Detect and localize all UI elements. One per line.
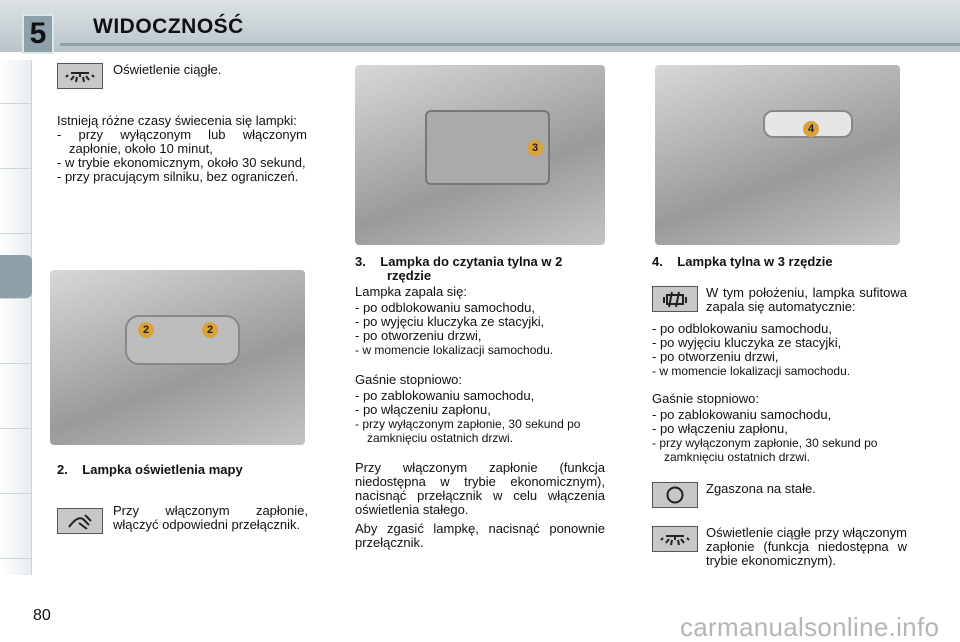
list-item: - po zablokowaniu samochodu, xyxy=(355,389,610,403)
off-title: Gaśnie stopniowo: xyxy=(355,372,462,387)
photo-marker: 2 xyxy=(138,322,154,338)
map-lamp-text: Przy włączonym zapłonie, włączyć odpowiedni przełącznik. xyxy=(113,503,308,532)
reading-lamp-photo xyxy=(355,65,605,245)
list-item: - po odblokowaniu samochodu, xyxy=(355,301,610,315)
list-item: - po wyjęciu kluczyka ze stacyjki, xyxy=(652,336,907,350)
chapter-badge: 5 xyxy=(22,14,54,54)
reading-lamp-para: Przy włączonym zapłonie (funkcja niedostępna w trybie ekonomicznym), nacisnąć przełącznik w celu włączenia oświetlenia stałego. xyxy=(355,460,605,517)
map-lamp-heading: 2. Lampka oświetlenia mapy xyxy=(57,462,243,477)
left-list xyxy=(57,128,307,184)
chapter-tab[interactable] xyxy=(0,515,32,559)
off-list xyxy=(355,389,610,445)
door-lamp-icon xyxy=(652,286,698,312)
chapter-tab[interactable] xyxy=(0,320,32,364)
list-item: - po otworzeniu drzwi, xyxy=(652,350,907,364)
list-item: - przy wyłączonym lub włączonym zapłonie, około 10 minut, xyxy=(57,128,307,156)
chapter-tab[interactable] xyxy=(0,450,32,494)
rear-off-list xyxy=(652,408,907,464)
map-lamp-photo xyxy=(50,270,305,445)
chapter-tab[interactable] xyxy=(0,60,32,104)
photo-marker: 2 xyxy=(202,322,218,338)
list-item: - przy pracującym silniku, bez ograniczeń. xyxy=(57,170,307,184)
rear-on-list xyxy=(652,322,907,378)
ceiling-lamp-rays-icon xyxy=(652,526,698,552)
intro-text: Istnieją różne czasy świecenia się lampki: xyxy=(57,113,297,128)
chapter-tab[interactable] xyxy=(0,385,32,429)
ceiling-lamp-rays-icon xyxy=(57,63,103,89)
chapter-tab[interactable] xyxy=(0,190,32,234)
photo-marker: 4 xyxy=(803,121,819,137)
list-item: - po odblokowaniu samochodu, xyxy=(652,322,907,336)
rear-lamp-heading: 4. Lampka tylna w 3 rzędzie xyxy=(652,254,833,269)
list-item: - po włączeniu zapłonu, xyxy=(652,422,907,436)
page-number: 80 xyxy=(33,607,51,624)
on-title: Lampka zapala się: xyxy=(355,284,468,299)
list-item: - przy wyłączonym zapłonie, 30 sekund po zamknięciu ostatnich drzwi. xyxy=(355,417,610,445)
list-item: - w momencie lokalizacji samochodu. xyxy=(355,343,610,357)
chapter-tab[interactable] xyxy=(0,125,32,169)
list-item: - po otworzeniu drzwi, xyxy=(355,329,610,343)
off-label: Zgaszona na stałe. xyxy=(706,481,816,496)
list-item: - po wyjęciu kluczyka ze stacyjki, xyxy=(355,315,610,329)
on-list xyxy=(355,301,610,357)
reading-lamp-heading: 3. Lampka do czytania tylna w 2 rzędzie xyxy=(355,254,566,283)
continuous-label: Oświetlenie ciągłe. xyxy=(113,62,222,77)
list-item: - w momencie lokalizacji samochodu. xyxy=(652,364,907,378)
chapter-tabs xyxy=(0,60,32,575)
rear-lamp-photo xyxy=(655,65,900,245)
hand-switch-icon xyxy=(57,508,103,534)
continuous-text: Oświetlenie ciągłe przy włączonym zapłonie (funkcja niedostępna w trybie ekonomicznym). xyxy=(706,525,907,568)
door-text: W tym położeniu, lampka sufitowa zapala się automatycznie: xyxy=(706,285,907,314)
list-item: - po włączeniu zapłonu, xyxy=(355,403,610,417)
reading-lamp-para: Aby zgasić lampkę, nacisnąć ponownie przełącznik. xyxy=(355,521,605,550)
rear-off-title: Gaśnie stopniowo: xyxy=(652,391,759,406)
circle-off-icon xyxy=(652,482,698,508)
photo-marker: 3 xyxy=(527,140,543,156)
list-item: - w trybie ekonomicznym, około 30 sekund, xyxy=(57,156,307,170)
chapter-tab-active[interactable] xyxy=(0,255,32,299)
list-item: - przy wyłączonym zapłonie, 30 sekund po zamknięciu ostatnich drzwi. xyxy=(652,436,907,464)
page-title: WIDOCZNOŚĆ xyxy=(93,15,244,38)
watermark: carmanualsonline.info xyxy=(680,612,940,642)
list-item: - po zablokowaniu samochodu, xyxy=(652,408,907,422)
